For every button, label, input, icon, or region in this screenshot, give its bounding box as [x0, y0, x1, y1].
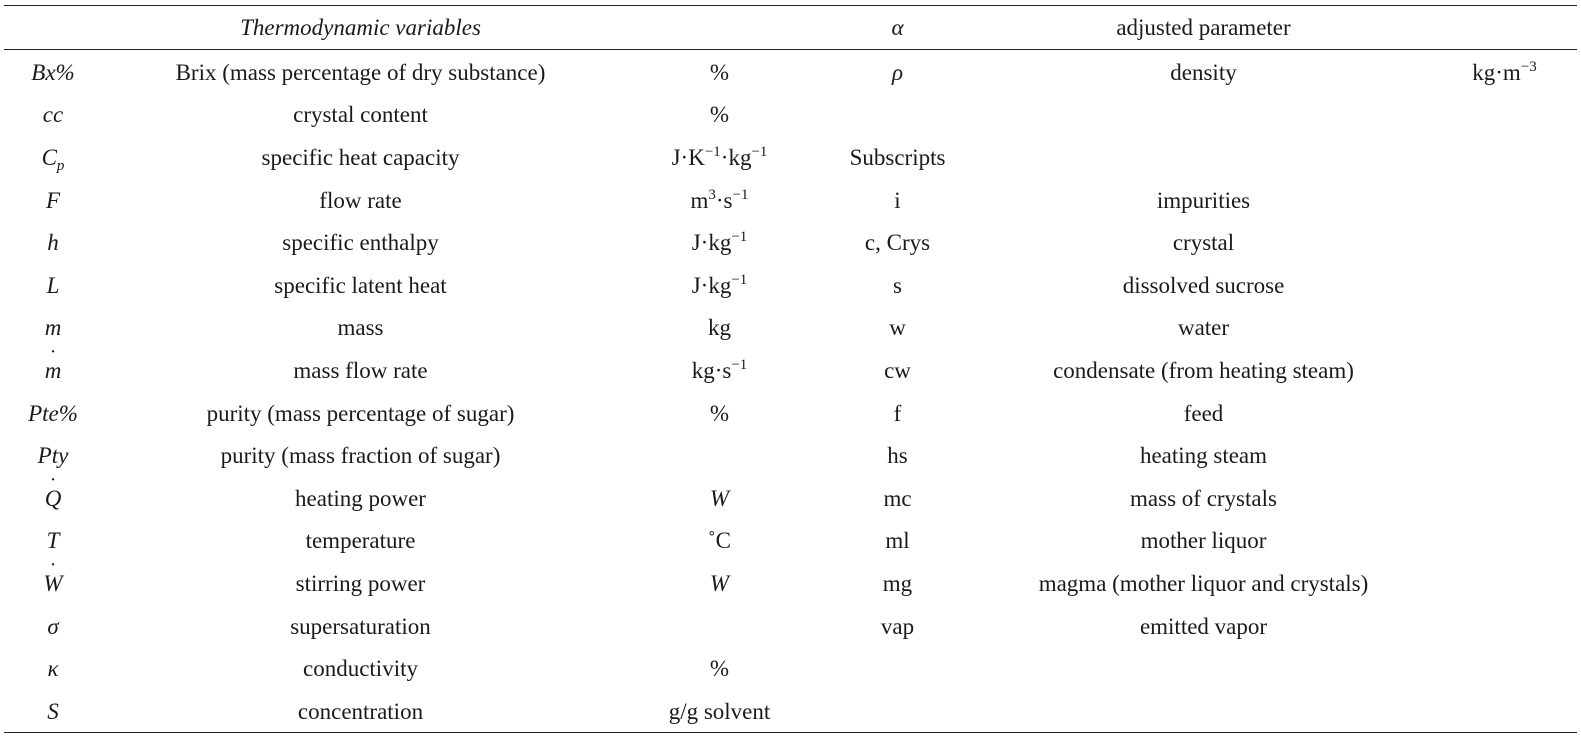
table-row [4, 264, 1577, 307]
description2-cell [975, 94, 1432, 137]
unit-cell [619, 605, 820, 648]
symbol2-cell: c, Crys [864, 230, 931, 256]
subscripts-heading: Subscripts [849, 144, 946, 170]
symbol2-cell: mg [882, 570, 913, 596]
description2-cell: mass of crystals [1130, 485, 1277, 511]
unit-cell: $J\cdot K^{-1}\cdot kg^{-1}$ [671, 143, 768, 170]
unit-cell: $kg\cdot s^{-1}$ [691, 356, 748, 383]
table-row [4, 647, 1577, 690]
description2-cell [975, 647, 1432, 690]
description2-cell: condensate (from heating steam) [1053, 357, 1354, 383]
description-cell: mass [337, 315, 384, 341]
unit2-cell: $kg\cdot m^{-3}$ [1472, 58, 1537, 85]
symbol2-cell: w [889, 315, 906, 341]
description-cell: flow rate [319, 187, 402, 213]
table-row [4, 136, 1577, 179]
unit-cell: W [709, 485, 730, 511]
symbol-cell: cc [42, 102, 64, 128]
description-cell: stirring power [295, 570, 426, 596]
unit-cell: kg [708, 315, 731, 341]
symbol-cell: σ [47, 613, 59, 639]
description-cell: specific latent heat [274, 272, 447, 298]
table-row [4, 434, 1577, 477]
description2-cell: feed [1183, 400, 1224, 426]
symbol2-cell: s [893, 272, 902, 298]
description-cell: mass flow rate [293, 357, 428, 383]
symbol2-cell: hs [887, 443, 908, 469]
description-cell: specific heat capacity [261, 144, 460, 170]
symbol-cell: m [44, 315, 62, 341]
unit-cell: W [709, 570, 730, 596]
description2-cell [975, 136, 1432, 179]
description-cell: temperature [305, 528, 416, 554]
symbol2-cell: ρ [891, 59, 904, 85]
unit-cell: % [709, 59, 730, 85]
unit-cell: % [709, 400, 730, 426]
description-cell: specific enthalpy [282, 230, 439, 256]
symbol-cell: h [47, 230, 59, 256]
description-cell: purity (mass fraction of sugar) [220, 443, 501, 469]
description2-cell: impurities [1156, 187, 1251, 213]
unit-cell: $J\cdot kg^{-1}$ [691, 229, 748, 256]
unit-cell: ˚C [708, 528, 731, 554]
header-thermodynamic-variables: Thermodynamic variables [240, 15, 481, 40]
symbol-cell: T [46, 528, 60, 554]
symbol-cell: Pty [37, 443, 69, 469]
symbol2-cell: i [894, 187, 901, 213]
description2-cell: emitted vapor [1139, 613, 1268, 639]
unit-cell [619, 434, 820, 477]
description2-cell: water [1177, 315, 1230, 341]
header-alpha-symbol: α [891, 15, 904, 40]
symbol-cell: ˙ Q [4, 477, 102, 520]
table-row [4, 307, 1577, 350]
table-row [4, 562, 1577, 605]
description2-cell [975, 690, 1432, 733]
symbol2-cell: f [893, 400, 902, 426]
description-cell: purity (mass percentage of sugar) [206, 400, 515, 426]
symbol-cell: κ [47, 656, 59, 682]
description2-cell: crystal [1172, 230, 1235, 256]
header-adjusted-parameter: adjusted parameter [1116, 15, 1291, 40]
table-row [4, 221, 1577, 264]
symbol-cell: ˙ m [4, 349, 102, 392]
table-row [4, 392, 1577, 435]
description-cell: Brix (mass percentage of dry substance) [175, 59, 546, 85]
table-row [4, 49, 1577, 94]
symbol-cell: Pte% [28, 400, 78, 426]
unit-cell: $m^3\cdot s^{-1}$ [690, 186, 749, 213]
unit-cell: % [709, 102, 730, 128]
unit-cell: $J\cdot kg^{-1}$ [691, 271, 748, 298]
symbol-cell: $C_p$ [41, 144, 65, 174]
symbol-cell: ˙ W [4, 562, 102, 605]
symbol-cell: S [47, 698, 59, 724]
description-cell: supersaturation [290, 613, 431, 639]
symbol2-cell: cw [884, 357, 911, 383]
description2-cell: heating steam [1139, 443, 1268, 469]
table-row [4, 605, 1577, 648]
table-row [4, 520, 1577, 563]
symbol2-cell [820, 647, 975, 690]
symbol2-cell: ml [885, 528, 910, 554]
description-cell: concentration [297, 698, 424, 724]
symbol2-cell: vap [880, 613, 915, 639]
table-row [4, 94, 1577, 137]
table-row [4, 477, 1577, 520]
unit-cell: % [709, 656, 730, 682]
description2-cell: mother liquor [1140, 528, 1267, 554]
table-row [4, 179, 1577, 222]
unit-cell: g/g solvent [668, 698, 771, 724]
table-row [4, 349, 1577, 392]
description-cell: conductivity [303, 656, 418, 682]
symbol2-cell [820, 94, 975, 137]
description2-cell: magma (mother liquor and crystals) [1038, 570, 1369, 596]
table-row [4, 690, 1577, 733]
description-cell: crystal content [293, 102, 428, 128]
symbol-cell: L [46, 272, 60, 298]
symbol-cell: F [45, 187, 61, 213]
table-header-row [4, 6, 1577, 49]
symbol2-cell: mc [883, 485, 912, 511]
nomenclature-table [4, 6, 1577, 733]
symbol2-cell [820, 690, 975, 733]
description2-cell: density [1170, 59, 1237, 85]
description2-cell: dissolved sucrose [1122, 272, 1285, 298]
description-cell: heating power [295, 485, 426, 511]
symbol-cell: Bx% [31, 59, 75, 85]
